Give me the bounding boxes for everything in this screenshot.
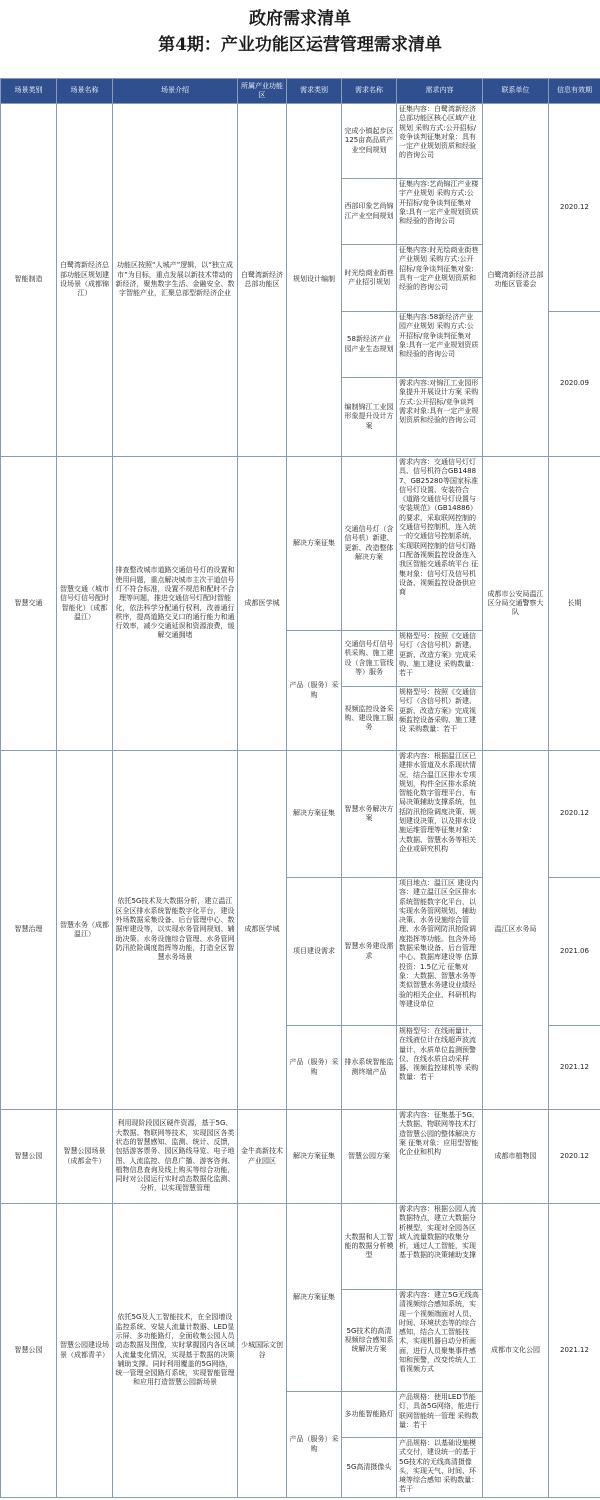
demand-name: 智慧水务解决方案 — [342, 751, 397, 878]
scene-category: 智慧公园 — [1, 1204, 57, 1498]
validity: 2021.12 — [549, 1204, 600, 1498]
demand-name: 交通信号灯（含信号机）新建、更新、改造整体解决方案 — [342, 457, 397, 631]
demand-content: 规格型号：按照《交通信号灯（含信号机）新建、更新、改造方案》完成采购、施工建设 采购数量：若干 — [397, 631, 483, 687]
demand-name: 编制锦江工业园形象提升设计方案 — [342, 378, 397, 457]
demand-content: 产品规格：使用LED节能灯，具备5G网络，能进行联网智能统一管理 采购数量：若干 — [397, 1392, 483, 1438]
header-demand-type: 需求类别 — [287, 79, 342, 104]
scene-contact: 成都市植物园 — [483, 1110, 549, 1204]
scene-contact: 白鹭湾新经济总部功能区管委会 — [483, 104, 549, 457]
scene-name: 智慧交通（城市信号灯信号配时智能化）（成都温江） — [57, 457, 113, 751]
demand-content: 需求内容：建立5G无线高清视频综合感知系统，实现一个视频端面对人员、时间、环境状态等的综合感知，结合人工智能技术，实现机器自动分析画面，进行人员聚集事件感知和预警，改变传统人工看视频方式 — [397, 1290, 483, 1392]
document-subtitle: 第4期：产业功能区运营管理需求清单 — [158, 35, 442, 55]
demand-type: 产品（服务）采购 — [287, 1026, 342, 1110]
scene-category: 智慧公园 — [1, 1110, 57, 1204]
table-row — [1, 457, 600, 631]
document-title-block — [0, 0, 600, 78]
scene-zone: 成都医学城 — [238, 751, 287, 1110]
scene-contact: 成都市文化公园 — [483, 1204, 549, 1498]
validity: 2020.12 — [549, 751, 600, 878]
header-scene-name: 场景名称 — [57, 79, 113, 104]
demand-type: 规划设计编制 — [287, 104, 342, 457]
header-demand-content: 需求内容 — [397, 79, 483, 104]
demand-name: 西部印象艺尚锦江产业空间规划 — [342, 179, 397, 245]
demand-type: 产品（服务）采购 — [287, 1392, 342, 1498]
scene-name: 智慧公园场景（成都金牛） — [57, 1110, 113, 1204]
header-scene-category: 场景类别 — [1, 79, 57, 104]
demand-type: 解决方案征集 — [287, 457, 342, 631]
scene-zone: 成都医学城 — [238, 457, 287, 751]
demand-name: 大数据和人工智能的数据分析模型 — [342, 1204, 397, 1290]
scene-intro: 利用现阶段园区硬件资源，基于5G、大数据、物联网等技术，实现园区各类状态的智慧感知、监测、统计、反馈，包括游客票务、园区路线导览、电子地图、人流监控、信息广播、游客咨询、植物信息查询及线上购买等综合功能，同时对公园运行实时动态数据化监测、分析，以实现智慧管理 — [113, 1110, 238, 1204]
demand-content: 规格型号：在线雨量计、在线液位计在线超声波流量计、水质单位监测预警仪、在线水质自动采样器、视频监控球机等 采购数量：若干 — [397, 1026, 483, 1110]
scene-zone: 金牛高新技术产业园区 — [238, 1110, 287, 1204]
scene-zone: 白鹭湾新经济总部功能区 — [238, 104, 287, 457]
validity: 长期 — [549, 457, 600, 751]
table-row — [1, 1204, 600, 1290]
demand-content: 规格型号：按照《交通信号灯（含信号机）新建、更新、改造方案》完成视频监控设备采购、施工建设 采购数量：若干 — [397, 687, 483, 751]
demand-name: 完成小镇起步区125亩高品质产业空间规划 — [342, 104, 397, 179]
demand-type: 解决方案征集 — [287, 1204, 342, 1392]
scene-intro: 功能区按照“人城产”逻辑，以“独立成市”为目标，重点发展以新技术带动的新经济，聚焦数字生活、金融安全、数字智能产业，汇聚总部型新经济企业 — [113, 104, 238, 457]
demand-name: 智慧公园方案 — [342, 1110, 397, 1204]
header-validity: 信息有效期 — [549, 79, 600, 104]
demand-content: 产品规格：以基础设施模式交付，建设统一的基于5G技术的无线高清摄像头，实现天气、时间、环境等综合感知 采购数量：若干 — [397, 1438, 483, 1498]
demand-content: 征集内容：白鹭湾新经济总部功能区核心区域产业规划 采购方式:公开招标/竞争谈判征集对象：具有一定产业规划资质和经验的咨询公司 — [397, 104, 483, 179]
demand-name: 智慧水务建设需求 — [342, 878, 397, 1026]
validity: 2020.12 — [549, 1110, 600, 1204]
table-header-row — [1, 79, 600, 104]
demand-name: 多功能智能路灯 — [342, 1392, 397, 1438]
demand-content: 项目地点：温江区 建设内容：建立温江区全区排水系统智能数字化平台，以实现水务管网规划、辅助决策、水务设施综合管理、水务管网防汛抢险调度指挥等功能。包含外场数据采集设备、后台管理中心、数据库建设等 估算投资：1.5亿元 征集对象：大数据、智慧水务等类似智慧水务建设业绩经验的相关企业、科研机构等建设单位 — [397, 878, 483, 1026]
scene-category: 智慧治理 — [1, 751, 57, 1110]
scene-contact: 温江区水务局 — [483, 751, 549, 1110]
validity: 2020.09 — [549, 312, 600, 457]
scene-intro: 排查整改城市道路交通信号灯的设置和使用问题，重点解决城市主次干道信号灯不符合标准，设置不规范和配时不合理等问题，推进交通信号灯配时智能化，依法科学分配通行权利，改善通行秩序，提高道路交叉口的通行能力和通行效率，减少交通延误和资源浪费，缓解交通拥堵 — [113, 457, 238, 751]
header-scene-intro: 场景介绍 — [113, 79, 238, 104]
demand-type: 解决方案征集 — [287, 1110, 342, 1204]
header-demand-name: 需求名称 — [342, 79, 397, 104]
demand-name: 时光绘商业街巷产业招引规划 — [342, 245, 397, 312]
scene-intro: 依托5G及人工智能技术，在全园增设监控系统、安装人流量计数器、LED显示屏、多功能路灯，全面收集公园人员动态数据及图像，实时掌握园内各区域人流量变化情况，实现基于数据的决策辅助支撑。同时利用覆盖的5G网络，统一管理全园路灯系统，实现智能管理和应用打造智慧公园新场景 — [113, 1204, 238, 1498]
demand-content: 征集内容:艺尚锦江产业楼宇产业规划 采购方式:公开招标/竞争谈判征集对象:具有一定产业规划资质和经验的咨询公司 — [397, 179, 483, 245]
scene-name: 白鹭湾新经济总部功能区规划建设场景（成都锦江） — [57, 104, 113, 457]
scene-category: 智能制造 — [1, 104, 57, 457]
scene-zone: 少城国际文创谷 — [238, 1204, 287, 1498]
demand-name: 58新经济产业园产业生态规划 — [342, 312, 397, 378]
scene-category: 智慧交通 — [1, 457, 57, 751]
table-row — [1, 1110, 600, 1204]
table-row — [1, 751, 600, 878]
demand-name: 5G技术的高清视频综合感知系统解决方案 — [342, 1290, 397, 1392]
scene-name: 智慧公园建设场景（成都青羊） — [57, 1204, 113, 1498]
demand-name: 交通信号灯信号机采购、施工建设（含施工管线等）服务 — [342, 631, 397, 687]
demand-content: 征集内容:时光绘商业街巷产业规划 采购方式:公开招标/竞争谈判征集对象:具有一定产业规划资质和经验的咨询公司 — [397, 245, 483, 312]
scene-contact: 成都市公安局温江区分局交通警察大队 — [483, 457, 549, 751]
demand-type: 产品（服务）采购 — [287, 631, 342, 751]
scene-name: 智慧水务（成都温江） — [57, 751, 113, 1110]
demand-content: 需求内容：交通信号灯灯具、信号机符合GB14887、GB25280等国家标准信号灯设置、安装符合《道路交通信号灯设置与安装规范》（GB14886）的要求，采取联网控制的交通信号控制机，连入统一的交通信号控制系统，实现联网控制的信号灯路口配备视频监控设备连入我区智能交通系统平台 征集对象：信号灯及信号机设备、视频监控设备供应商 — [397, 457, 483, 631]
document-title: 政府需求清单 — [249, 9, 351, 29]
table-row — [1, 104, 600, 179]
demand-type: 项目建设需求 — [287, 878, 342, 1026]
scene-intro: 依托5G技术及大数据分析，建立温江区全区排水系统智能数字化平台，建设外场数据采集设备、后台管理中心、数据库建设等，以实现水务管网规划、辅助决策、水务设施综合管理、水务管网防汛抢险调度指挥等功能，打造全区智慧水务场景 — [113, 751, 238, 1110]
demand-name: 排水系统智能监测终端产品 — [342, 1026, 397, 1110]
header-zone: 所属产业功能区 — [238, 79, 287, 104]
validity: 2021.12 — [549, 1026, 600, 1110]
demand-content: 需求内容:对锦江工业园形象提升开展设计方案 采购方式:公开招标/竞争谈判需求对象:具有一定产业规划资质和经验的咨询公司 — [397, 378, 483, 457]
demand-name: 5G高清摄像头 — [342, 1438, 397, 1498]
validity: 2020.12 — [549, 104, 600, 312]
demand-type: 解决方案征集 — [287, 751, 342, 878]
demand-content: 需求内容：根据公园人流数据特点，建立大数据分析模型，实现对全园各区域人流量数据的收集分析，通过人工智能，实现基于数据的决策辅助支撑 — [397, 1204, 483, 1290]
demand-content: 需求内容：征集基于5G、大数据、物联网等技术打造智慧公园的整体解决方案 征集对象：应用型智能化企业和机构 — [397, 1110, 483, 1204]
demand-content: 征集内容:58新经济产业园产业规划 采购方式:公开招标/竞争谈判征集对象:具有一定产业规划资质和经验的咨询公司 — [397, 312, 483, 378]
validity: 2021.06 — [549, 878, 600, 1026]
header-contact: 联系单位 — [483, 79, 549, 104]
demand-content: 需求内容：根据温江区已建排水管道及水系现状情况，结合温江区排水专项规划，构件全区排水系统智能化数字管理平台，布局决策辅助支撑系统，包括防汛抢险调度决策、规划建设决策，以及排水设施运维管理等征集对象：大数据、智慧水务等相关企业或研究机构 — [397, 751, 483, 878]
demand-name: 视频监控设备采购、建设施工服务 — [342, 687, 397, 751]
demand-table — [0, 78, 600, 1498]
